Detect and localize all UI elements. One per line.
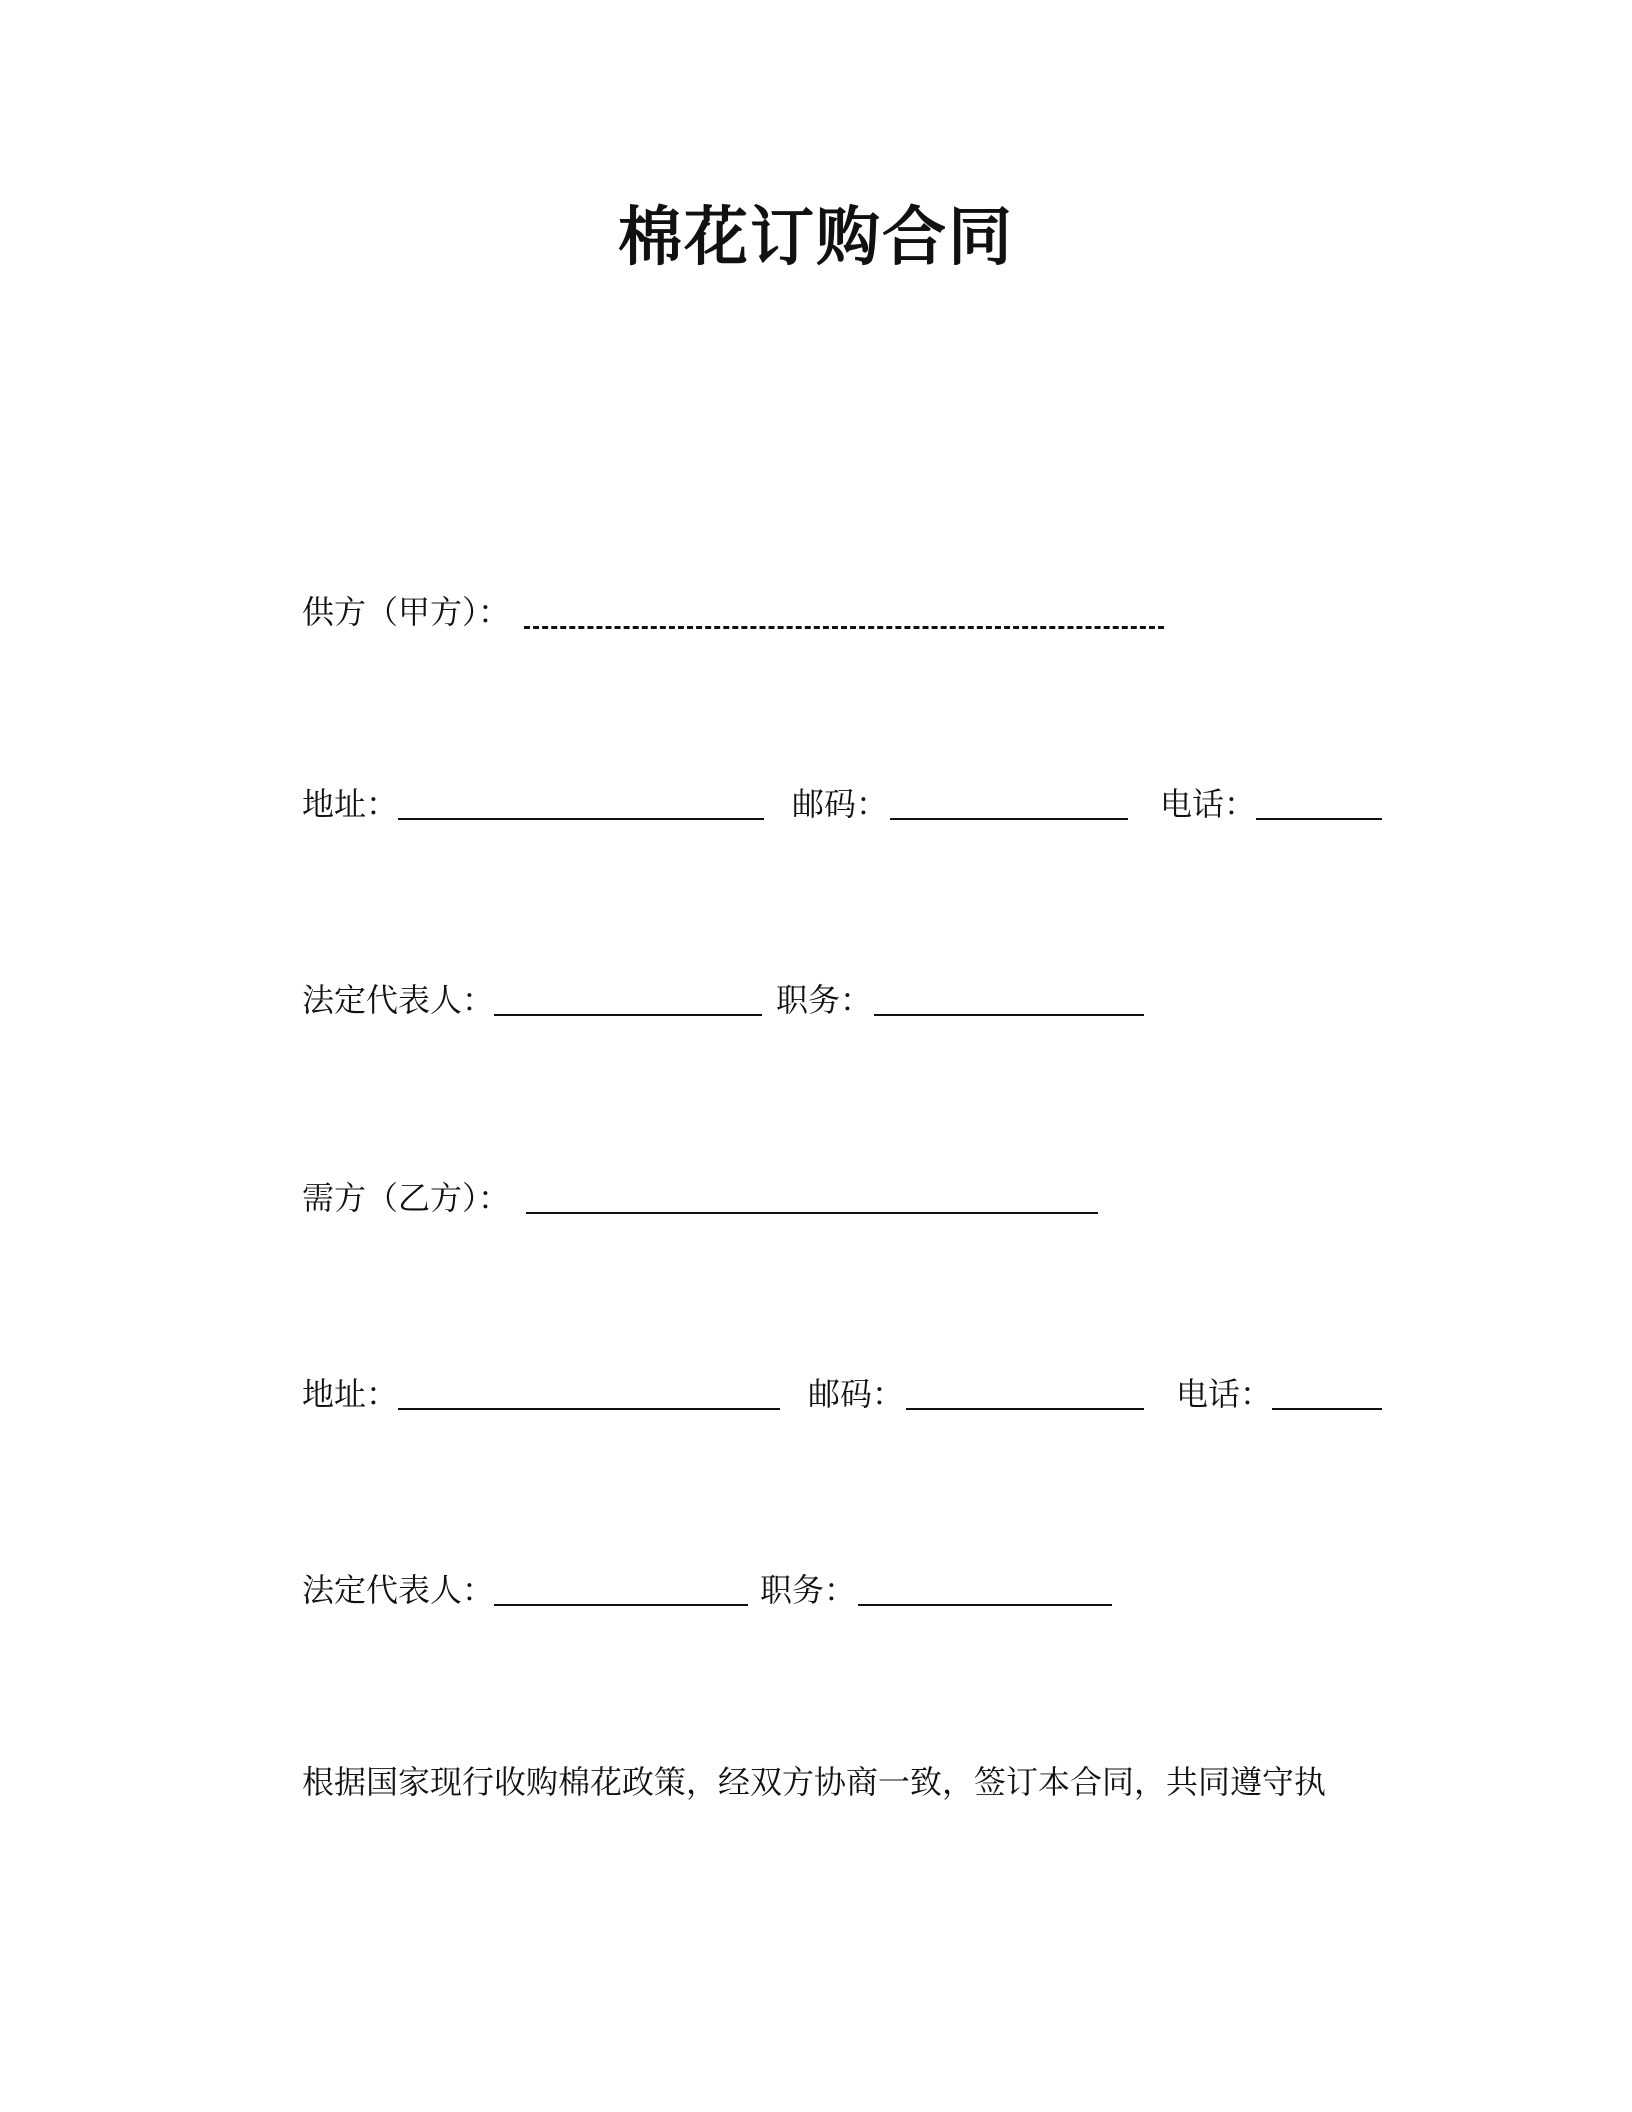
- buyer-postcode-field[interactable]: [906, 1408, 1144, 1410]
- supplier-address-field[interactable]: [398, 818, 764, 820]
- buyer-legal-rep-row: [302, 1566, 1202, 1614]
- supplier-phone-field[interactable]: [1256, 818, 1382, 820]
- supplier-legal-rep-row: [302, 976, 1202, 1024]
- buyer-address-field[interactable]: [398, 1408, 780, 1410]
- buyer-legal-rep-field[interactable]: [494, 1604, 748, 1606]
- buyer-party-field[interactable]: [526, 1212, 1098, 1214]
- contract-preamble-text: 根据国家现行收购棉花政策，经双方协商一致，签订本合同，共同遵守执: [302, 1763, 1327, 1801]
- buyer-party-row: [302, 1174, 1202, 1222]
- supplier-contact-row: [302, 780, 1382, 828]
- buyer-legal-rep-label: 法定代表人：: [302, 1571, 495, 1609]
- supplier-legal-rep-field[interactable]: [494, 1014, 762, 1016]
- buyer-position-field[interactable]: [858, 1604, 1112, 1606]
- document-title: 棉花订购合同: [618, 201, 1014, 275]
- buyer-postcode-label: 邮码：: [808, 1375, 905, 1413]
- supplier-legal-rep-label: 法定代表人：: [302, 981, 495, 1019]
- supplier-position-field[interactable]: [874, 1014, 1144, 1016]
- supplier-postcode-label: 邮码：: [792, 785, 889, 823]
- buyer-phone-label: 电话：: [1176, 1375, 1273, 1413]
- supplier-postcode-field[interactable]: [890, 818, 1128, 820]
- buyer-position-label: 职务：: [760, 1571, 857, 1609]
- buyer-phone-field[interactable]: [1272, 1408, 1382, 1410]
- buyer-party-label: 需方（乙方）：: [302, 1179, 511, 1217]
- buyer-contact-row: [302, 1370, 1382, 1418]
- supplier-phone-label: 电话：: [1160, 785, 1257, 823]
- buyer-address-label: 地址：: [302, 1375, 399, 1413]
- supplier-position-label: 职务：: [776, 981, 873, 1019]
- supplier-party-field[interactable]: [524, 626, 1164, 629]
- supplier-party-label: 供方（甲方）：: [302, 593, 511, 631]
- supplier-address-label: 地址：: [302, 785, 399, 823]
- supplier-party-row: [302, 588, 1202, 636]
